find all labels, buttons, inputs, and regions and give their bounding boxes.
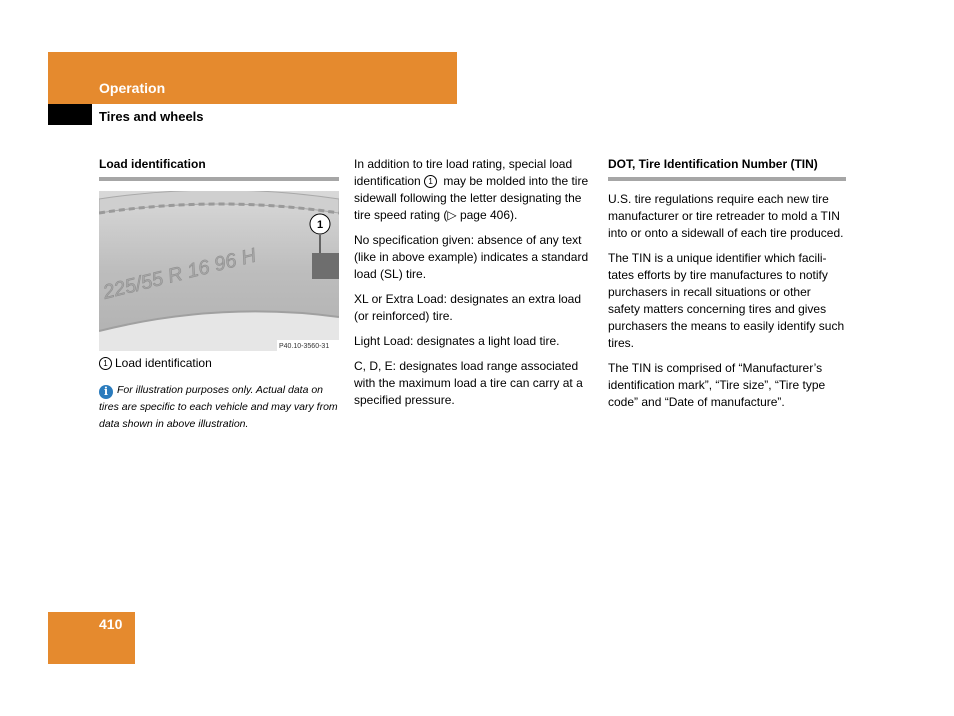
figure-code: P40.10-3560-31 <box>279 343 330 350</box>
page-number: 410 <box>99 616 123 632</box>
paragraph-tin-2: The TIN is a unique identifier which facilitates efforts by tire manufactures to notify purchasers in recall situations or other safety matters concerning tires and gives purchasers the means to easily identify such tires. <box>608 251 845 350</box>
tire-illustration <box>99 191 339 351</box>
figure-callout: 1 <box>316 219 324 231</box>
paragraph-tin-1: U.S. tire regulations require each new tire manufacturer or tire retreader to mold a TIN into or onto a sidewall of each tire produced. <box>608 192 844 240</box>
paragraph-tin-3: The TIN is comprised of “Manufacturer’s identification mark”, “Tire size”, “Tire type code” and “Date of manufacture”. <box>608 361 826 409</box>
info-icon: i <box>99 385 113 399</box>
load-identification-heading: Load identification <box>99 156 339 181</box>
paragraph-text: may be molded into the tire sidewall following the letter designating the tire speed rating (▷ page 406). <box>354 174 589 222</box>
tire-sidewall-figure <box>99 191 339 351</box>
caption-text: Load identification <box>115 356 212 370</box>
info-note <box>99 382 339 433</box>
paragraph-load-id <box>354 156 592 224</box>
chapter-title: Operation <box>99 80 166 96</box>
paragraph-light-load: Light Load: designates a light load tire. <box>354 334 560 348</box>
section-title: Tires and wheels <box>99 109 204 124</box>
paragraph-xl: XL or Extra Load: designates an extra load (or reinforced) tire. <box>354 292 582 323</box>
column-middle <box>354 156 592 417</box>
figure-caption <box>99 355 339 372</box>
header-band <box>48 52 457 104</box>
paragraph-text: In addition to tire load rating, special load identification <box>354 157 573 188</box>
section-marker <box>48 104 92 125</box>
callout-number: 1 <box>424 175 437 188</box>
tire-size-marking: 225/55 R 16 96 H <box>100 244 259 304</box>
paragraph-load-range: C, D, E: designates load range associated with the maximum load a tire can carry at a specified pressure. <box>354 359 583 407</box>
caption-number: 1 <box>99 357 112 370</box>
column-left <box>99 156 339 433</box>
info-text: For illustration purposes only. Actual data on tires are specific to each vehicle and may vary from data shown in above illustration. <box>99 384 338 430</box>
paragraph-no-spec: No specification given: absence of any text (like in above example) indicates a standard load (SL) tire. <box>354 233 589 281</box>
column-right <box>608 156 846 419</box>
tin-heading: DOT, Tire Identification Number (TIN) <box>608 156 846 181</box>
